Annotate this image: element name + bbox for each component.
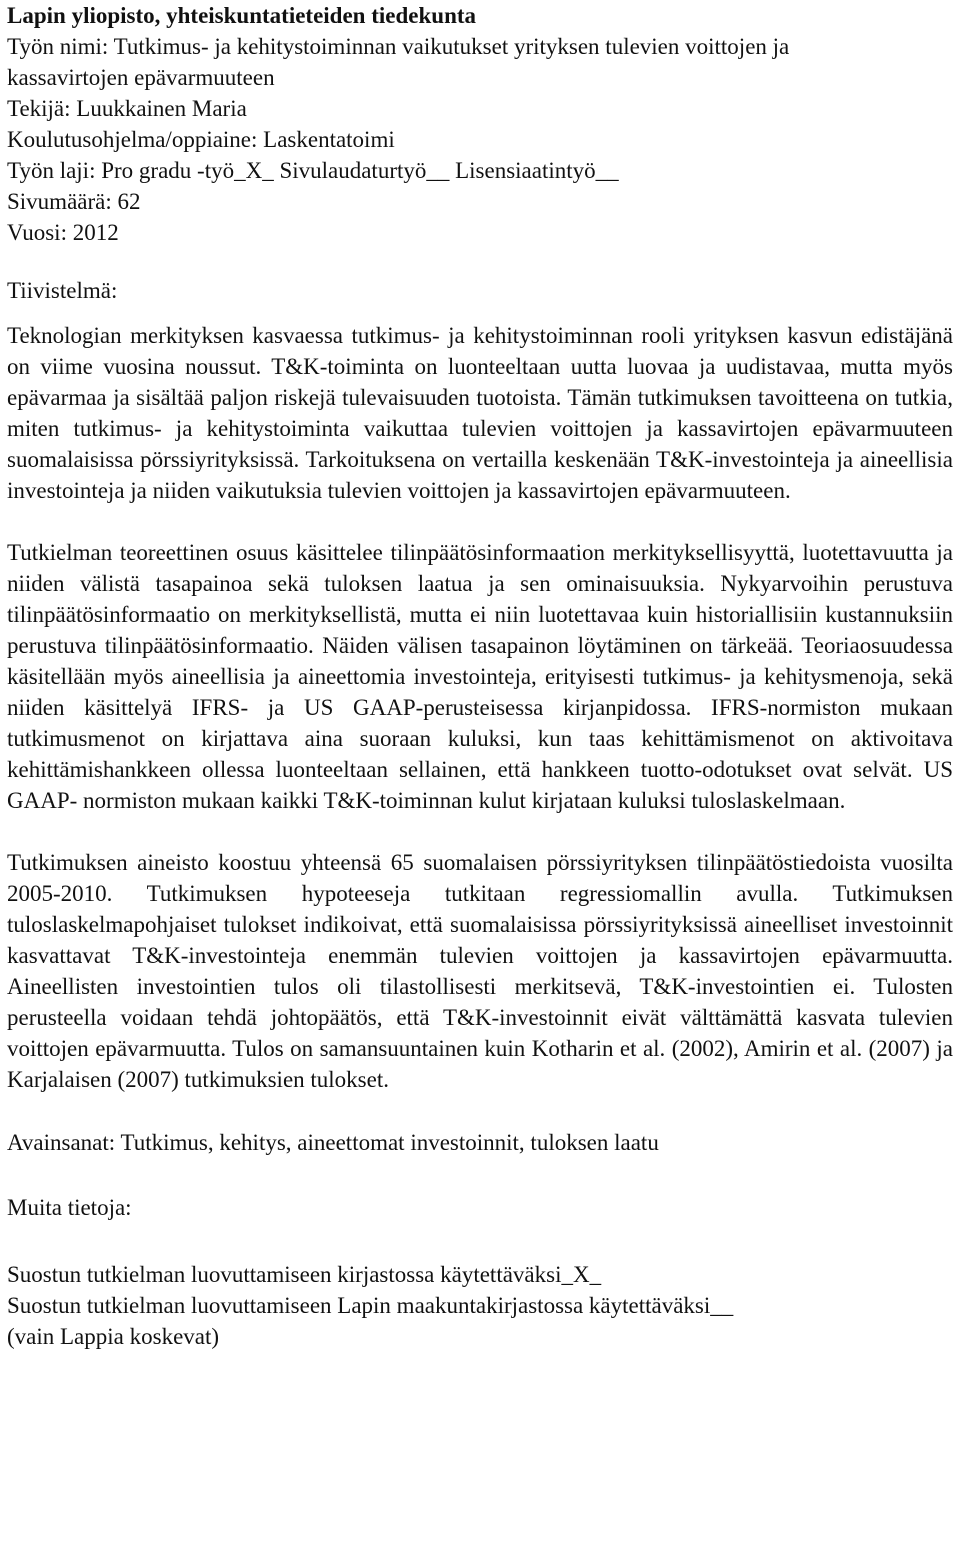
abstract-paragraph-2: Tutkielman teoreettinen osuus käsittelee tilinpäätösinformaation merkityksellisyyttä, luotettavuutta ja niiden välistä tasapainoa sekä tuloksen laatua ja sen ominaisuuksia. Nykyarvoihin perustuva tilinpäätösinformaatio on merkityksellistä, mutta ei niin luotettavaa kuin historiallisiin kustannuksiin perustuva tilinpäätösinformaatio. Näiden välisen tasapainon löytäminen on tärkeää. Teoriaosuudessa käsitellään myös aineellisia ja aineettomia investointeja, erityisesti tutkimus- ja kehitysmenoja, sekä niiden käsittelyä IFRS- ja US GAAP-perusteisessa kirjanpidossa. IFRS-normiston mukaan tutkimusmenot on kirjattava aina suoraan kuluksi, kun taas kehittämismenot on aktivoitava kehittämishankkeen ollessa luonteeltaan sellainen, että hankkeen tuotto-odotukset ovat selvät. US GAAP- normiston mukaan kaikki T&K-toiminnan kulut kirjataan kuluksi tuloslaskelmaan. <box>7 540 953 813</box>
consent-note-line: (vain Lappia koskevat) <box>7 1324 220 1349</box>
program-line: Koulutusohjelma/oppiaine: Laskentatoimi <box>7 127 395 152</box>
author-line: Tekijä: Luukkainen Maria <box>7 96 247 121</box>
year-line: Vuosi: 2012 <box>7 220 119 245</box>
abstract-body <box>7 320 953 1095</box>
abstract-heading: Tiivistelmä: <box>7 278 118 303</box>
other-info-heading: Muita tietoja: <box>7 1195 132 1220</box>
abstract-paragraph-1: Teknologian merkityksen kasvaessa tutkimus- ja kehitystoiminnan rooli yrityksen kasvun edistäjänä on viime vuosina noussut. T&K-toiminta on luonteeltaan uutta luovaa ja uudistavaa, mutta myös epävarmaa ja sisältää paljon riskejä tulevaisuuden tuotoista. Tämän tutkimuksen tavoitteena on tutkia, miten tutkimus- ja kehitystoiminta vaikuttaa tulevien voittojen ja kassavirtojen epävarmuuteen suomalaisissa pörssiyrityksissä. Tarkoituksena on vertailla keskenään T&K-investointeja ja aineellisia investointeja ja niiden vaikutuksia tulevien voittojen ja kassavirtojen epävarmuuteen. <box>7 323 953 503</box>
work-type-line: Työn laji: Pro gradu -työ_X_ Sivulaudaturtyö__ Lisensiaatintyö__ <box>7 158 619 183</box>
consent-library-line: Suostun tutkielman luovuttamiseen kirjastossa käytettäväksi_X_ <box>7 1262 602 1287</box>
keywords-line: Avainsanat: Tutkimus, kehitys, aineettomat investoinnit, tuloksen laatu <box>7 1130 659 1155</box>
organization-title: Lapin yliopisto, yhteiskuntatieteiden tiedekunta <box>7 3 477 28</box>
consent-regional-line: Suostun tutkielman luovuttamiseen Lapin maakuntakirjastossa käytettäväksi__ <box>7 1293 734 1318</box>
work-title-line-1: Työn nimi: Tutkimus- ja kehitystoiminnan vaikutukset yrityksen tulevien voittojen ja <box>7 34 790 59</box>
abstract-paragraph-3: Tutkimuksen aineisto koostuu yhteensä 65 suomalaisen pörssiyrityksen tilinpäätöstiedoista vuosilta 2005-2010. Tutkimuksen hypoteeseja tutkitaan regressiomallin avulla. Tutkimuksen tuloslaskelmapohjaiset tulokset indikoivat, että suomalaisissa pörssiyrityksissä aineelliset investoinnit kasvattavat T&K-investointeja enemmän tulevien voittojen ja kassavirtojen epävarmuutta. Aineellisten investointien tulos oli tilastollisesti merkitsevä, T&K-investointien ei. Tulosten perusteella voidaan tehdä johtopäätös, että T&K-investoinnit eivät välttämättä kasvata tulevien voittojen epävarmuutta. Tulos on samansuuntainen kuin Kotharin et al. (2002), Amirin et al. (2007) ja Karjalaisen (2007) tutkimuksien tulokset. <box>7 850 953 1092</box>
header-block <box>7 0 953 248</box>
work-title-line-2: kassavirtojen epävarmuuteen <box>7 65 275 90</box>
page-count-line: Sivumäärä: 62 <box>7 189 141 214</box>
consent-block <box>7 1259 953 1352</box>
